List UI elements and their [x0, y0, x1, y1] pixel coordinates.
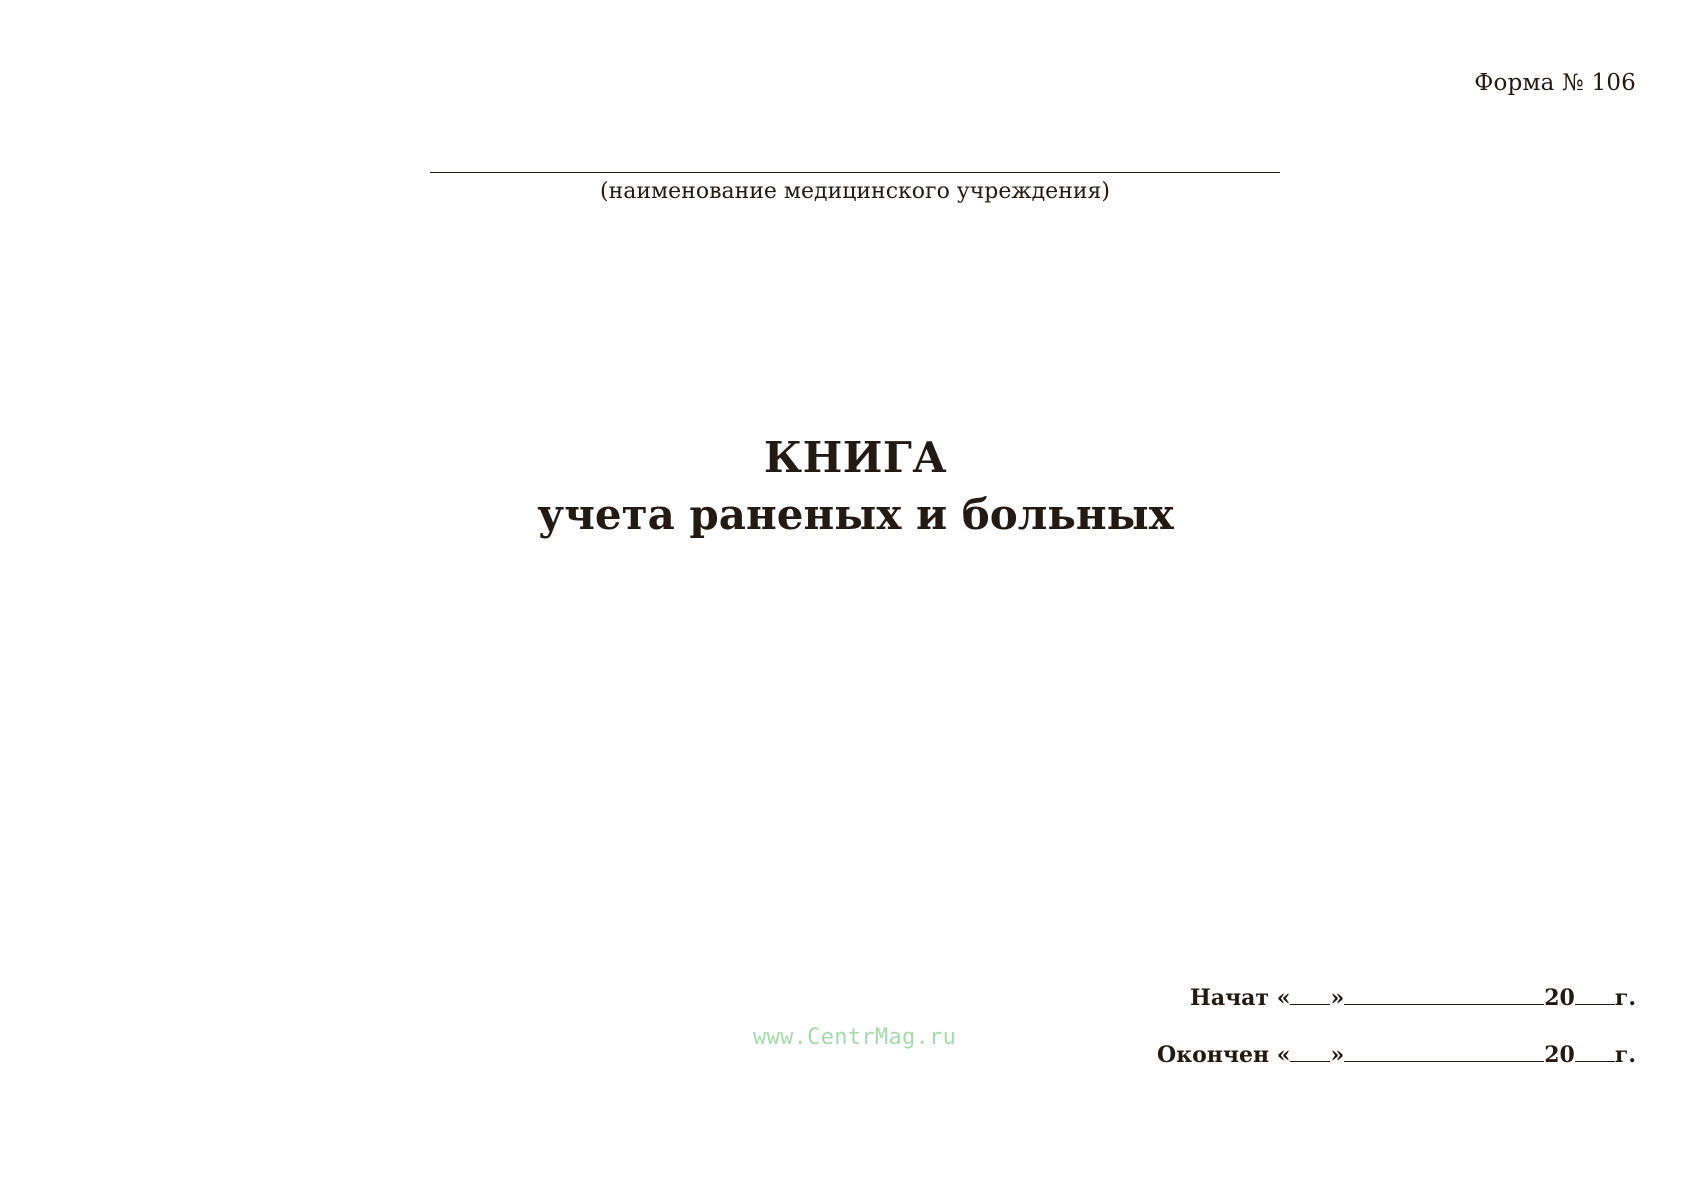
title-sub: учета раненых и больных: [537, 490, 1174, 539]
institution-name-line: [430, 172, 1280, 173]
started-month-blank: [1344, 1003, 1544, 1005]
started-day-blank: [1290, 1003, 1330, 1005]
ended-label: Окончен «: [1157, 1042, 1291, 1068]
started-close-quote: »: [1330, 985, 1345, 1011]
ended-close-quote: »: [1330, 1042, 1345, 1068]
dates-block: [1157, 985, 1636, 1099]
title-main: КНИГА: [763, 433, 948, 482]
ended-year-suffix: г.: [1614, 1042, 1636, 1068]
started-date-row: [1157, 985, 1636, 1042]
form-number: Форма № 106: [1474, 70, 1636, 96]
watermark: www.CentrMag.ru: [753, 1025, 957, 1050]
title-block: [0, 430, 1697, 544]
ended-day-blank: [1290, 1060, 1330, 1062]
institution-caption: (наименование медицинского учреждения): [600, 179, 1110, 204]
ended-month-blank: [1344, 1060, 1544, 1062]
ended-date-row: [1157, 1042, 1636, 1099]
started-year-prefix: 20: [1544, 985, 1575, 1011]
ended-year-prefix: 20: [1544, 1042, 1575, 1068]
institution-block: [430, 172, 1280, 204]
started-year-suffix: г.: [1614, 985, 1636, 1011]
ended-year-blank: [1575, 1060, 1615, 1062]
started-year-blank: [1575, 1003, 1615, 1005]
started-label: Начат «: [1190, 985, 1291, 1011]
